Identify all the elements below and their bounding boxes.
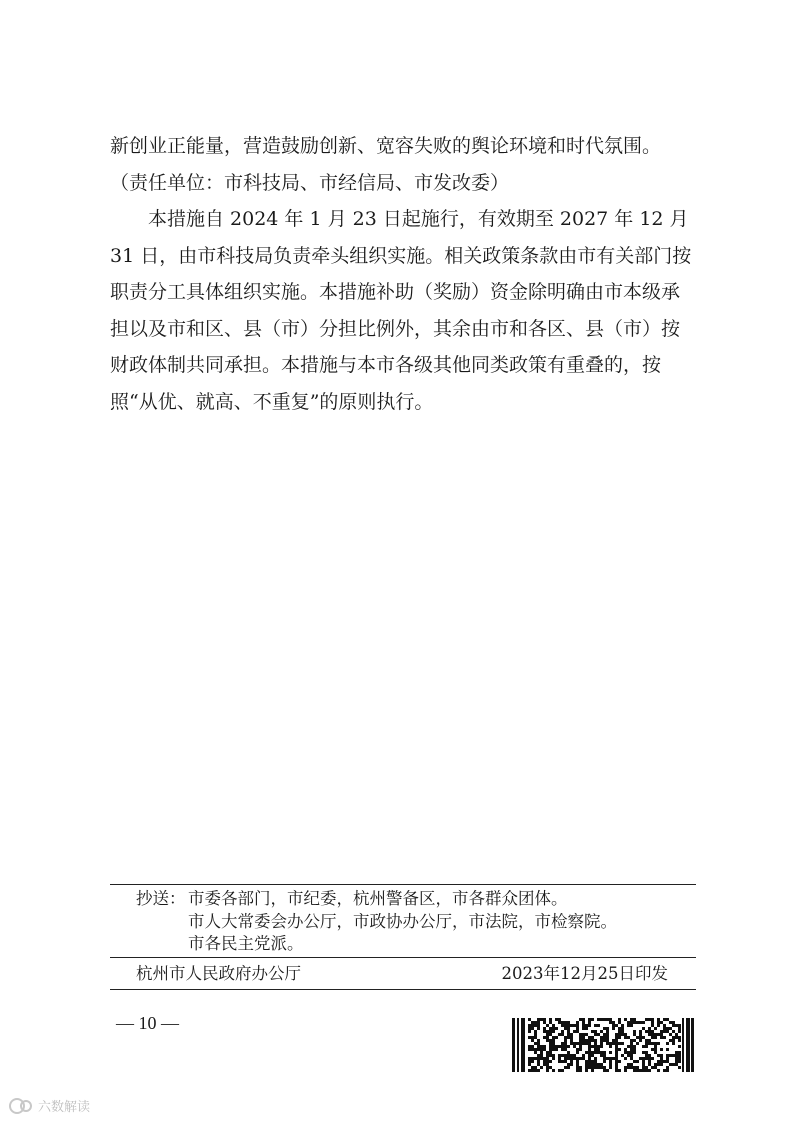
cc-label: 抄送： <box>136 889 186 908</box>
issuing-office: 杭州市人民政府办公厅 <box>136 964 301 983</box>
issue-date: 2023年12月25日印发 <box>501 964 668 983</box>
cc-line-1: 市委各部门，市纪委，杭州警备区，市各群众团体。 <box>188 889 568 908</box>
page-number: — 10 — <box>116 1013 179 1033</box>
paragraph-2: 本措施自 2024 年 1 月 23 日起施行，有效期至 2027 年 12 月 31 日，由市科技局负责牵头组织实施。相关政策条款由市有关部门按职责分工具体组织实施。本措施补助（奖励）资金除明确由市本级承担以及市和区、县（市）分担比例外，其余由市和各区、县（市）按财政体制共同承担。本措施与本市各级其他同类政策有重叠的，按照“从优、就高、不重复”的原则执行。 <box>110 208 692 413</box>
cc-row-1 <box>136 888 696 911</box>
paragraph-1-line-2: （责任单位：市科技局、市经信局、市发改委） <box>110 171 510 194</box>
watermark-logo-icon <box>8 1097 34 1115</box>
cc-line-2: 市人大常委会办公厅，市政协办公厅，市法院，市检察院。 <box>188 911 617 931</box>
body-text <box>110 128 692 420</box>
document-barcode <box>512 1018 694 1072</box>
cc-bottom-rule <box>110 957 696 958</box>
watermark-text: 六数解读 <box>38 1100 91 1115</box>
paragraph-1-line-1: 新创业正能量，营造鼓励创新、宽容失败的舆论环境和时代氛围。 <box>110 135 662 157</box>
issue-bottom-rule <box>110 989 696 990</box>
cc-top-rule <box>110 884 696 885</box>
cc-line-3: 市各民主党派。 <box>188 934 304 953</box>
cc-section <box>136 888 696 956</box>
watermark <box>8 1096 90 1115</box>
issue-line <box>136 962 668 986</box>
